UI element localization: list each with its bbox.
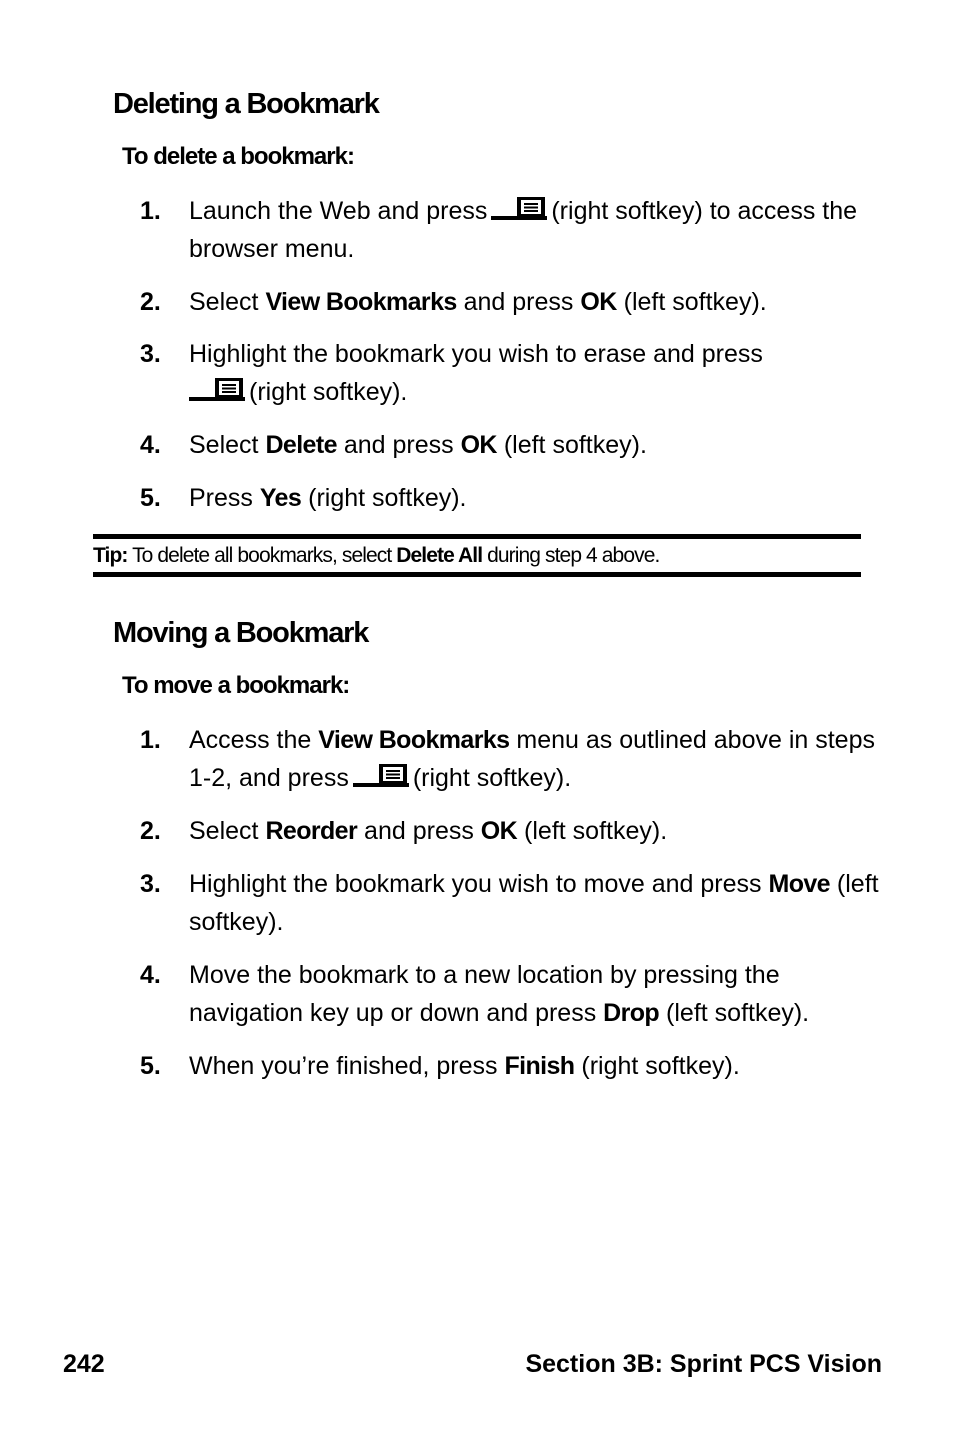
step-text: [189, 865, 880, 941]
step-number: 5.: [140, 484, 161, 512]
step-number: 2.: [140, 817, 161, 845]
right-softkey-menu-icon: [353, 762, 409, 788]
intro-move: To move a bookmark:: [122, 672, 350, 699]
step-text-part: When you’re finished, press: [189, 1052, 505, 1080]
step-text-part: (right softkey) to access the browser menu.: [189, 197, 858, 263]
step-text: [189, 1047, 880, 1085]
step-text-part: (left softkey).: [659, 999, 810, 1027]
step-text-part: (left softkey).: [616, 288, 767, 316]
step-text-part: (left softkey).: [496, 431, 647, 459]
intro-delete: To delete a bookmark:: [122, 143, 354, 170]
key-ok: OK: [480, 817, 518, 845]
tip-box: [93, 534, 861, 577]
key-ok: OK: [460, 431, 497, 459]
step-text-part: and press: [336, 431, 461, 459]
delete-step-1: [140, 192, 880, 268]
page-number: 242: [63, 1350, 105, 1378]
move-step-3: [140, 865, 880, 941]
step-text: [189, 335, 880, 411]
delete-step-2: [140, 283, 880, 321]
step-text-part: (right softkey).: [249, 378, 408, 406]
step-text-part: Press: [189, 484, 260, 512]
menu-option-reorder: Reorder: [265, 817, 358, 845]
menu-option-view-bookmarks: View Bookmarks: [318, 726, 510, 754]
step-text-part: Move the bookmark to a new location by pressing the navigation key up or down and press: [189, 961, 780, 1027]
step-number: 4.: [140, 961, 161, 989]
menu-option-delete-all: Delete All: [396, 544, 483, 567]
tip-text-part: during step 4 above.: [482, 544, 660, 567]
step-number: 1.: [140, 197, 161, 225]
delete-step-5: [140, 479, 880, 517]
move-step-5: [140, 1047, 880, 1085]
step-text-part: and press: [357, 817, 481, 845]
step-text: [189, 721, 880, 797]
right-softkey-menu-icon: [189, 376, 245, 402]
step-text: [189, 192, 880, 268]
step-number: 4.: [140, 431, 161, 459]
step-text-part: (right softkey).: [301, 484, 467, 512]
delete-step-4: [140, 426, 880, 464]
step-text-part: Select: [189, 817, 266, 845]
key-yes: Yes: [259, 484, 302, 512]
delete-step-3: [140, 335, 880, 411]
key-move: Move: [768, 870, 830, 898]
step-number: 2.: [140, 288, 161, 316]
key-finish: Finish: [504, 1052, 575, 1080]
step-number: 1.: [140, 726, 161, 754]
step-number: 3.: [140, 870, 161, 898]
move-step-4: [140, 956, 880, 1032]
right-softkey-menu-icon: [491, 195, 547, 221]
step-text-part: (left softkey).: [189, 870, 879, 936]
heading-moving-bookmark: Moving a Bookmark: [113, 617, 369, 649]
step-text: [189, 479, 880, 517]
tip-text-part: To delete all bookmarks, select: [127, 544, 397, 567]
step-text-part: and press: [456, 288, 581, 316]
section-title: Section 3B: Sprint PCS Vision: [525, 1350, 882, 1378]
step-text-part: Select: [189, 288, 266, 316]
step-text-part: (left softkey).: [517, 817, 668, 845]
step-text-part: menu as outlined above in steps 1-2, and press: [189, 726, 875, 792]
menu-option-delete: Delete: [265, 431, 337, 459]
tip-label: Tip:: [93, 544, 128, 567]
step-text: [189, 426, 880, 464]
heading-deleting-bookmark: Deleting a Bookmark: [113, 88, 379, 120]
move-step-1: [140, 721, 880, 797]
step-number: 5.: [140, 1052, 161, 1080]
step-text-part: (right softkey).: [412, 764, 572, 792]
move-step-2: [140, 812, 880, 850]
step-text: [189, 283, 880, 321]
step-text: [189, 812, 880, 850]
step-text-part: Highlight the bookmark you wish to erase and press: [189, 340, 763, 368]
step-text: [189, 956, 880, 1032]
step-text-part: Highlight the bookmark you wish to move and press: [189, 870, 769, 898]
step-number: 3.: [140, 340, 161, 368]
step-text-part: Select: [189, 431, 266, 459]
key-drop: Drop: [603, 999, 660, 1027]
key-ok: OK: [580, 288, 617, 316]
step-text-part: (right softkey).: [574, 1052, 740, 1080]
step-text-part: Access the: [189, 726, 319, 754]
step-text-part: Launch the Web and press: [189, 197, 488, 225]
menu-option-view-bookmarks: View Bookmarks: [265, 288, 457, 316]
tip-text: [93, 544, 659, 568]
